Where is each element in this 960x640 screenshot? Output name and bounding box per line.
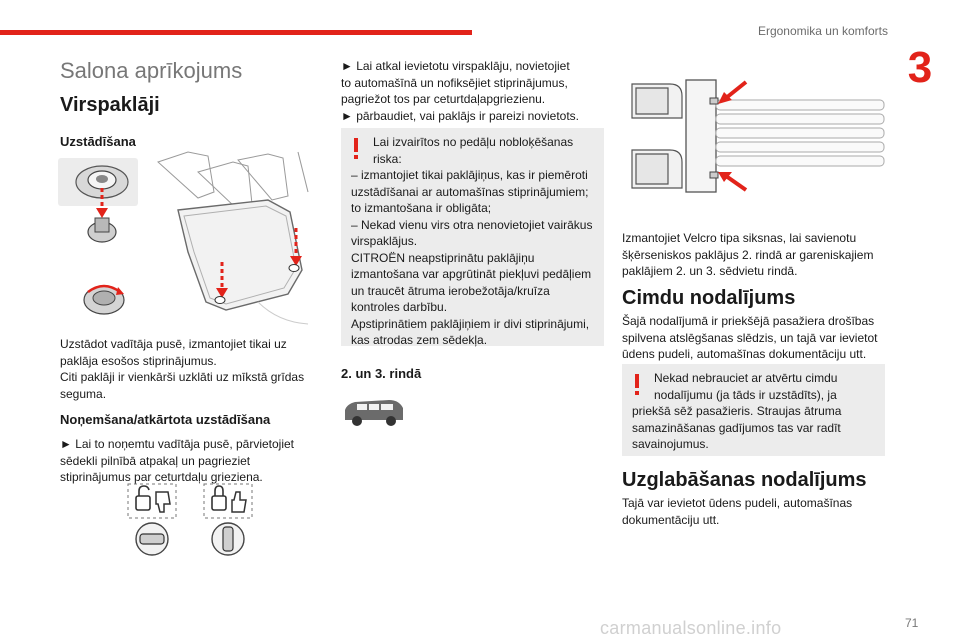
refit-line-2: to automašīnā un nofiksējiet stiprinājumus, [341, 75, 568, 90]
install-line-3: Citi paklāji ir vienkārši uzklāti uz mīkstā grīdas [60, 370, 305, 384]
header-accent-bar [0, 30, 472, 35]
floor-mat-warning-text [351, 134, 594, 349]
glovebox-warning-box [622, 364, 885, 456]
storage-heading: Uzglabāšanas nodalījums [622, 469, 867, 491]
warning-line: virspaklājus. [351, 234, 418, 248]
warning-line: to izmantošana ir obligāta; [351, 201, 492, 215]
warning-line: – Nekad vienu virs otra nenovietojiet vairākus [351, 217, 593, 232]
padlock-closed-icon [212, 486, 226, 510]
thumbs-up-icon [232, 492, 246, 512]
glovebox-line-1: Šajā nodalījumā ir priekšējā pasažiera drošības [622, 314, 875, 328]
install-line-1: Uzstādot vadītāja pusē, izmantojiet tikai uz [60, 337, 287, 351]
longitudinal-mats [716, 100, 884, 166]
seat-drawing-top [632, 84, 682, 118]
section-title: Salona aprīkojums [60, 58, 243, 83]
chapter-title: Ergonomika un komforts [757, 24, 888, 38]
warning-line: riska: [373, 151, 402, 166]
chapter-number: 3 [907, 43, 933, 92]
warning-line: kas atrodas zem sēdekļa. [351, 333, 488, 347]
warning-line: samazināšanas gadījumos tas var radīt [632, 420, 841, 435]
rows-heading: 2. un 3. rindā [341, 366, 422, 381]
velcro-strap-2 [710, 172, 718, 178]
floor-mat-illustration [58, 152, 308, 332]
velcro-paragraph [622, 230, 873, 280]
warning-line: Lai izvairītos no pedāļu nobloķēšanas [373, 135, 574, 149]
seat-drawing-bottom [632, 150, 682, 188]
install-line-2: paklāja esošos stiprinājumus. [60, 353, 217, 368]
warning-line: kontroles darbību. [351, 300, 448, 314]
padlock-open-icon [136, 486, 150, 510]
storage-line-2: dokumentāciju utt. [622, 512, 720, 527]
refit-line-4: ► pārbaudiet, vai paklājs ir pareizi novietots. [341, 108, 579, 123]
warning-line: izmantošana var apgrūtināt piekļuvi pedāļiem [351, 267, 592, 281]
refit-paragraph [341, 58, 579, 124]
warning-line: Apstiprinātiem paklājiņiem ir divi stiprinājumi, [351, 316, 590, 331]
glovebox-paragraph [622, 313, 877, 363]
removal-paragraph [60, 436, 294, 486]
install-heading: Uzstādīšana [60, 134, 136, 149]
warning-line: savainojumus. [632, 437, 709, 451]
subsection-title: Virspaklāji [60, 94, 160, 116]
velcro-line-1: Izmantojiet Velcro tipa siksnas, lai savienotu [622, 231, 857, 245]
glovebox-line-3: ūdens pudeli, automašīnas dokumentāciju utt. [622, 347, 867, 361]
velcro-strap-1 [710, 98, 718, 104]
warning-line: priekšā sēž pasažieris. Straujas ātruma [632, 404, 842, 418]
velcro-line-2: šķērseniskos paklājus 2. rindā ar gareniskajiem [622, 247, 874, 262]
refit-line-1: ► Lai atkal ievietotu virspaklāju, novietojiet [341, 59, 570, 73]
warning-line: un traucēt ātruma ierobežotāja/kruīza [351, 283, 550, 298]
storage-line-1: Tajā var ievietot ūdens pudeli, automašīnas [622, 496, 853, 510]
glovebox-heading: Cimdu nodalījums [622, 287, 796, 309]
install-paragraph [60, 336, 304, 402]
removal-heading: Noņemšana/atkārtota uzstādīšana [60, 412, 271, 427]
velcro-line-3: paklājiem 2. un 3. sēdvietu rindā. [622, 264, 798, 278]
thumbs-down-icon [156, 492, 170, 512]
unlock-fixing-icons [128, 484, 278, 558]
page-number: 71 [905, 616, 919, 630]
watermark-text: carmanualsonline.info [600, 618, 782, 638]
warning-line: Nekad nebrauciet ar atvērtu cimdu [654, 371, 838, 385]
velcro-arrow-bottom [718, 172, 746, 190]
removal-line-1: ► Lai to noņemtu vadītāja pusē, pārvietojiet [60, 437, 295, 451]
warning-line: – izmantojiet tikai paklājiņus, kas ir piemēroti [351, 168, 588, 182]
floor-mat-warning-box [341, 128, 604, 346]
glovebox-line-2: spilvena atslēgšanas slēdzis, un tajā var ievietot [622, 330, 878, 345]
rear-seat-mats-illustration [622, 72, 884, 202]
removal-line-2: sēdekli pilnībā atpakaļ un pagrieziet [60, 453, 251, 468]
warning-exclamation-icon [351, 138, 361, 160]
warning-line: nodalījumu (ja tāds ir uzstādīts), ja [654, 387, 837, 402]
glovebox-warning-text [632, 370, 875, 453]
warning-exclamation-icon [632, 374, 642, 396]
refit-line-3: pagriežot tos par ceturtdaļapgriezienu. [341, 92, 546, 106]
removal-line-3: stiprinājumus par ceturtdaļu grieziena. [60, 470, 263, 484]
pedals-drawing [158, 152, 308, 208]
storage-paragraph [622, 495, 852, 528]
warning-line: CITROËN neapstiprinātu paklājiņu [351, 250, 535, 265]
install-line-4: seguma. [60, 386, 107, 401]
van-silhouette-icon [343, 398, 405, 428]
floor-mat-shape [178, 200, 302, 310]
warning-line: uzstādīšanai ar automašīnas stiprinājumiem; [351, 184, 589, 199]
